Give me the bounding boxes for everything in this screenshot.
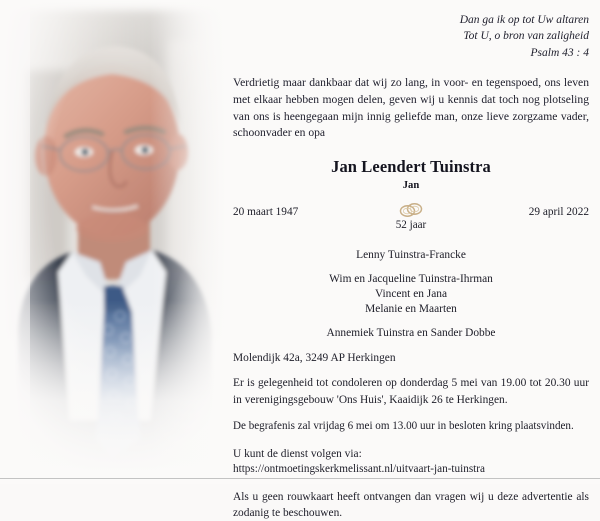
family-list: [233, 248, 589, 341]
birth-date: 20 maart 1947: [233, 206, 299, 219]
condolence-paragraph: Er is gelegenheid tot condoleren op donderdag 5 mei van 19.00 tot 20.30 uur in verenigingsgebouw 'Ons Huis', Kaaidijk 26 te Herkingen.: [233, 377, 589, 406]
family-member-child: Melanie en Maarten: [365, 303, 457, 316]
family-member-child: Vincent en Jana: [374, 288, 448, 301]
announcement-content: [233, 0, 589, 519]
family-member: Annemiek Tuinstra en Sander Dobbe: [326, 327, 496, 340]
deceased-nickname: Jan: [402, 180, 420, 192]
family-group: [233, 248, 589, 263]
family-member: Lenny Tuinstra-Francke: [356, 249, 466, 262]
marriage-years: 52 jaar: [395, 219, 427, 232]
address-line: Molendijk 42a, 3249 AP Herkingen: [233, 352, 396, 365]
verse-line-1: Dan ga ik op tot Uw altaren: [459, 14, 589, 26]
family-group: [233, 272, 589, 317]
death-date: 29 april 2022: [528, 206, 589, 219]
deceased-full-name: Jan Leendert Tuinstra: [331, 157, 491, 177]
verse-line-2: Tot U, o bron van zaligheid: [463, 30, 589, 43]
notice-paragraph: Als u geen rouwkaart heeft ontvangen dan vragen wij u deze advertentie als zodanig te beschouwen.: [233, 490, 589, 519]
stream-intro: U kunt de dienst volgen via:: [233, 447, 362, 460]
stream-block: [233, 446, 589, 478]
portrait-photo: [0, 0, 232, 484]
funeral-paragraph: De begrafenis zal vrijdag 6 mei om 13.00 uur in besloten kring plaatsvinden.: [233, 419, 574, 432]
bottom-divider: [0, 478, 600, 479]
portrait-photo-canvas: [0, 0, 232, 484]
psalm-verse: [233, 0, 589, 61]
stream-url[interactable]: https://ontmoetingskerkmelissant.nl/uitvaart-jan-tuinstra: [233, 462, 485, 475]
intro-paragraph: Verdrietig maar dankbaar dat wij zo lang, in voor- en tegenspoed, ons leven met elkaar hebben mogen delen, geven wij u kennis dat toch nog plotseling van ons is heengegaan mijn innig geliefde man, onze lieve zorgzame vader, schoonvader en opa: [233, 75, 589, 140]
family-member: Wim en Jacqueline Tuinstra-Ihrman: [329, 273, 493, 286]
family-group: [233, 326, 589, 341]
dates-row: [233, 202, 589, 240]
wedding-rings-icon: [398, 202, 424, 218]
verse-reference: Psalm 43 : 4: [530, 46, 589, 59]
